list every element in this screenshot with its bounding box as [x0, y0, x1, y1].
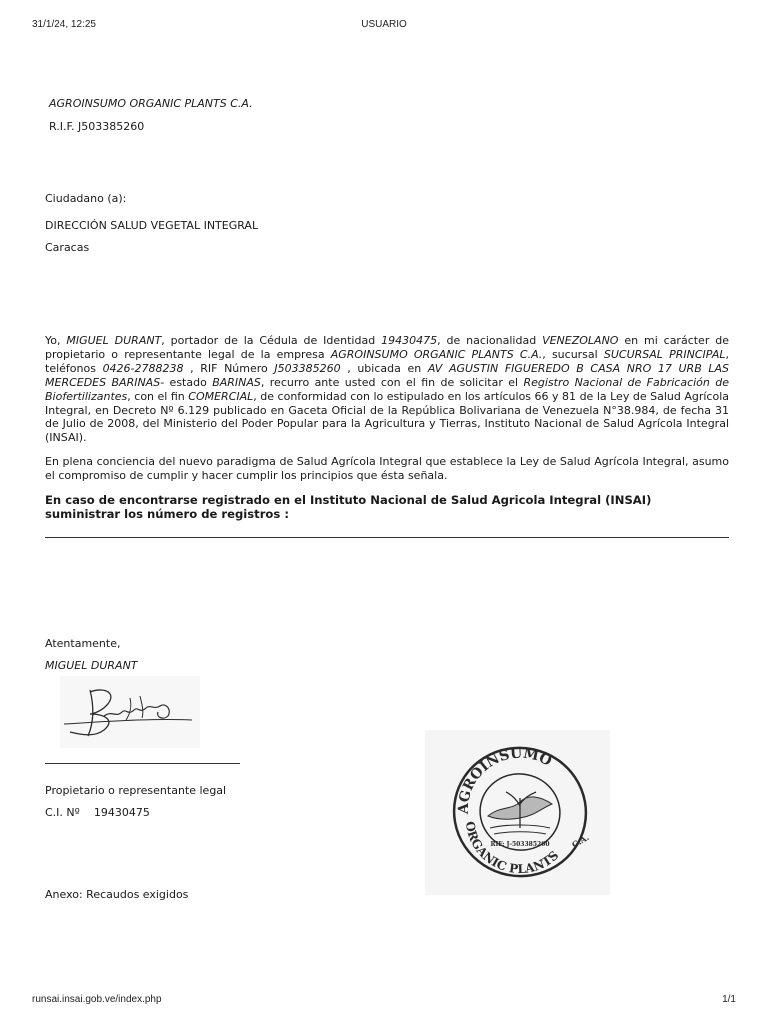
signer-role: Propietario o representante legal: [45, 784, 227, 797]
applicant-ci: 19430475: [381, 334, 438, 347]
stamp-bottom-text: ORGANIC PLANTS: [462, 820, 562, 877]
recipient-city: Caracas: [45, 241, 90, 254]
stamp-suffix: C.A.: [570, 832, 591, 850]
recipient-salutation: Ciudadano (a):: [45, 192, 127, 205]
signature-line: [45, 763, 240, 764]
company-rif: R.I.F. J503385260: [49, 120, 145, 133]
handwritten-signature-icon: [60, 676, 200, 748]
branch-name: SUCURSAL PRINCIPAL: [603, 347, 726, 361]
stamp-top-text: AGROINSUMO: [455, 745, 555, 815]
print-header: [32, 19, 736, 33]
print-page-number: 1/1: [722, 994, 736, 1005]
company-name-inline: AGROINSUMO ORGANIC PLANTS C.A.: [330, 347, 543, 361]
stamp-rif: RIF: J-503385260: [490, 841, 550, 848]
commitment-paragraph: En plena conciencia del nuevo paradigma de Salud Agrícola Integral que establece la Ley de Salud Agrícola Integral, asumo el compromiso de cumplir y hacer cumplir los principios que ésta señala.: [45, 455, 729, 482]
closing-greeting: Atentamente,: [45, 637, 121, 650]
company-state: BARINAS: [212, 375, 261, 389]
print-datetime: 31/1/24, 12:25: [32, 19, 96, 30]
print-url: runsai.insai.gob.ve/index.php: [32, 994, 162, 1005]
applicant-nationality: VENEZOLANO: [542, 334, 619, 347]
signer-ci: [45, 806, 150, 819]
plant-seal-icon: [436, 736, 604, 884]
registry-type: Registro Nacional de Fabricación de Biofertilizantes: [45, 375, 730, 403]
recipient-department: DIRECCIÓN SALUD VEGETAL INTEGRAL: [45, 219, 259, 232]
signer-name: MIGUEL DURANT: [45, 659, 138, 672]
ci-value: 19430475: [93, 806, 150, 819]
registry-purpose: COMERCIAL: [188, 389, 254, 403]
registry-numbers-prompt: En caso de encontrarse registrado en el Instituto Nacional de Salud Agricola Integral (INSAI) suministrar los número de registros :: [45, 493, 652, 521]
company-rif-inline: J503385260: [274, 361, 341, 375]
applicant-name: MIGUEL DURANT: [66, 334, 162, 347]
request-paragraph: Yo, MIGUEL DURANT, portador de la Cédula de Identidad 19430475, de nacionalidad VENEZOLANO en mi carácter de propietario o representante legal de la empresa AGROINSUMO ORGANIC PLANTS C.A., sucursal SUCURSAL PRINCIPAL, teléfonos 0426-2788238 , RIF Número J503385260 , ubicada en AV AGUSTIN FIGUEREDO B CASA NRO 17 URB LAS MERCEDES BARINAS- estado BARINAS, recurro ante usted con el fin de solicitar el Registro Nacional de Fabricación de Biofertilizantes, con el fin COMERCIAL, de conformidad con lo estipulado en los artículos 66 y 81 de la Ley de Salud Agrícola Integral, en Decreto Nº 6.129 publicado en Gaceta Oficial de la República Bolivariana de Venezuela N°38.984, de fecha 31 de Julio de 2008, del Ministerio del Poder Popular para la Agricultura y Tierras, Instituto Nacional de Salud Agrícola Integral (INSAI).: [45, 334, 730, 445]
company-phone: 0426-2788238: [102, 361, 184, 375]
company-address: AV AGUSTIN FIGUEREDO B CASA NRO 17 URB LAS MERCEDES BARINAS: [45, 361, 729, 389]
annex-note: Anexo: Recaudos exigidos: [45, 888, 189, 901]
print-title: USUARIO: [361, 19, 407, 30]
ci-label: C.I. Nº: [45, 806, 80, 819]
registry-numbers-line: [45, 537, 729, 538]
company-name: AGROINSUMO ORGANIC PLANTS C.A.: [49, 97, 253, 110]
print-footer: [32, 994, 736, 1008]
